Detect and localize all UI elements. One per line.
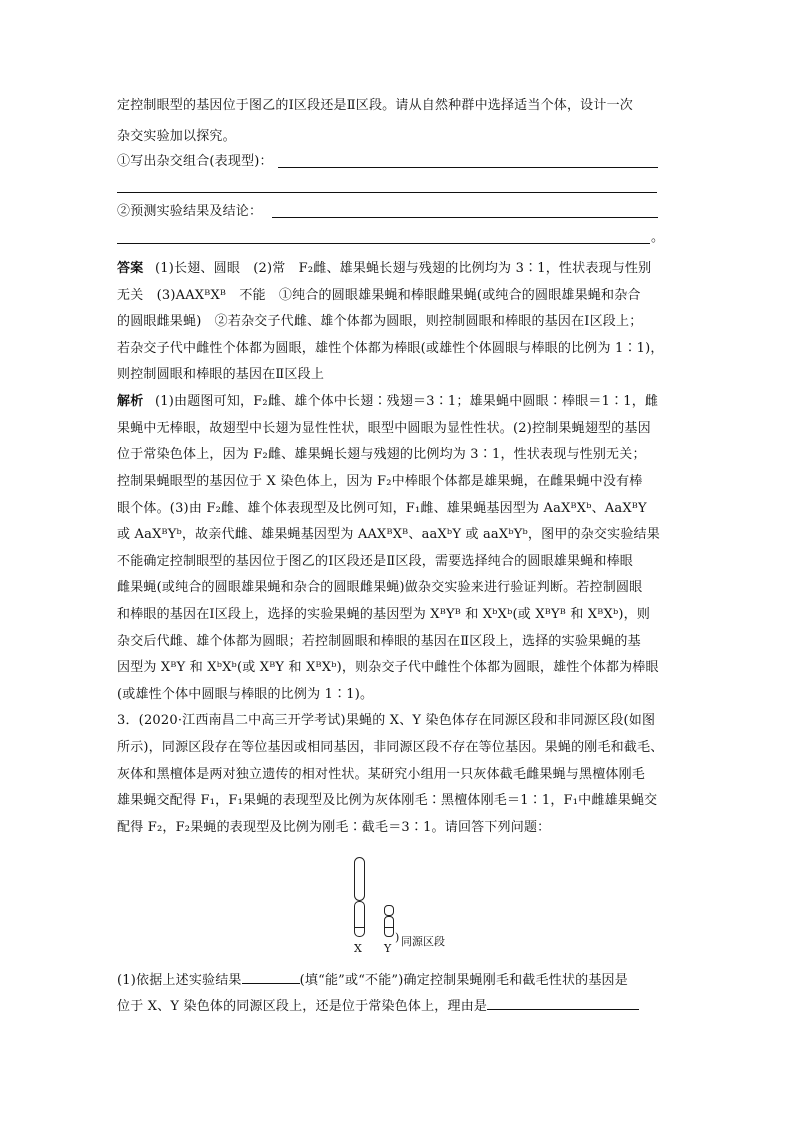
question-text: 配得 F₂，F₂果蝇的表现型及比例为刚毛∶截毛＝3∶1。请回答下列问题： — [117, 820, 551, 835]
x-homologous-region — [355, 927, 364, 936]
text-line: 杂交实验加以探究。 — [117, 129, 236, 144]
chromosome-diagram — [340, 855, 480, 955]
question-text: 雄果蝇交配得 F₁，F₁果蝇的表现型及比例为灰体刚毛∶黑檀体刚毛＝1∶1，F₁中雌雄果蝇交 — [117, 793, 658, 808]
question-text: 灰体和黑檀体是两对独立遗传的相对性状。某研究小组用一只灰体截毛雌果蝇与黑檀体刚毛 — [117, 767, 646, 782]
answer-text: 无关 (3)AAXᴮXᴮ 不能 ①纯合的圆眼雄果蝇和棒眼雌果蝇(或纯合的圆眼雄果蝇和杂合 — [117, 288, 641, 303]
question-text: 3．(2020·江西南昌二中高三开学考试)果蝇的 X、Y 染色体存在同源区段和非同源区段(如图 — [117, 713, 656, 728]
question-text: 所示)，同源区段存在等位基因或相同基因，非同源区段不存在等位基因。果蝇的刚毛和截毛、 — [117, 740, 664, 755]
analysis-text: 果蝇中无棒眼，故翅型中长翅为显性性状，眼型中圆眼为显性性状。(2)控制果蝇翅型的基因 — [117, 421, 651, 436]
subquestion-part-a: (1)依据上述实验结果 — [117, 973, 242, 988]
answer-blank-line — [278, 167, 658, 168]
analysis-text: 控制果蝇眼型的基因位于 X 染色体上，因为 F₂中棒眼个体都是雄果蝇，在雌果蝇中没有棒 — [117, 474, 643, 489]
analysis-text: (1)由题图可知，F₂雌、雄个体中长翅∶残翅＝3∶1；雄果蝇中圆眼∶棒眼＝1∶1，雌 — [155, 394, 659, 409]
bracket-mark: ) — [395, 931, 400, 944]
analysis-text: 雌果蝇(或纯合的圆眼雄果蝇和杂合的圆眼雌果蝇)做杂交实验来进行验证判断。若控制圆眼 — [117, 580, 643, 595]
answer-text: 若杂交子代中雌性个体都为圆眼，雄性个体都为棒眼(或雄性个体圆眼与棒眼的比例为 1∶1)， — [117, 341, 664, 356]
x-label: X — [354, 942, 362, 955]
y-chromosome-upper-arm — [384, 905, 394, 916]
fill-in-blank — [242, 970, 300, 984]
answer-text: 的圆眼雌果蝇) ②若杂交子代雌、雄个体都为圆眼，则控制圆眼和棒眼的基因在Ⅰ区段上； — [117, 314, 643, 329]
analysis-text: 不能确定控制眼型的基因位于图乙的Ⅰ区段还是Ⅱ区段，需要选择纯合的圆眼雄果蝇和棒眼 — [117, 554, 633, 569]
y-homologous-region — [385, 927, 393, 936]
answer-text: (1)长翅、圆眼 (2)常 F₂雌、雄果蝇长翅与残翅的比例均为 3∶1，性状表现与性别 — [155, 261, 652, 276]
analysis-text: 眼个体。(3)由 F₂雌、雄个体表现型及比例可知，F₁雌、雄果蝇基因型为 AaXᴮXᵇ、AaXᴮY — [117, 501, 647, 516]
answer-blank-line — [117, 192, 657, 193]
analysis-text: 杂交后代雌、雄个体都为圆眼；若控制圆眼和棒眼的基因在Ⅱ区段上，选择的实验果蝇的基 — [117, 634, 641, 649]
analysis-text: 和棒眼的基因在Ⅰ区段上，选择的实验果蝇的基因型为 XᴮYᴮ 和 XᵇXᵇ(或 XᴮYᴮ 和 XᴮXᵇ)，则 — [117, 607, 651, 622]
subquestion-part-b: (填“能”或“不能”)确定控制果蝇刚毛和截毛性状的基因是 — [299, 973, 628, 988]
period-mark: 。 — [651, 230, 665, 245]
answer-text: 则控制圆眼和棒眼的基因在Ⅱ区段上 — [117, 367, 325, 382]
prompt-predict-results: ②预测实验结果及结论： — [117, 204, 263, 219]
homologous-region-label: 同源区段 — [401, 935, 445, 948]
analysis-text: 位于常染色体上，因为 F₂雌、雄果蝇长翅与残翅的比例均为 3∶1，性状表现与性别无关； — [117, 447, 646, 462]
subquestion-text — [117, 970, 628, 990]
analysis-text: (或雄性个体中圆眼与棒眼的比例为 1∶1)。 — [117, 687, 374, 702]
x-chromosome-upper-arm — [354, 857, 365, 901]
answer-label: 答案 — [117, 261, 144, 276]
answer-blank-line — [272, 217, 658, 218]
subquestion-reason: 位于 X、Y 染色体的同源区段上，还是位于常染色体上，理由是 — [117, 999, 488, 1014]
analysis-text: 因型为 XᴮY 和 XᵇXᵇ(或 XᴮY 和 XᴮXᵇ)，则杂交子代中雌性个体都为圆眼，雄性个体都为棒眼 — [117, 660, 659, 675]
prompt-cross-combination: ①写出杂交组合(表现型)： — [117, 154, 273, 169]
analysis-label: 解析 — [117, 394, 144, 409]
analysis-text: 或 AaXᴮYᵇ，故亲代雌、雄果蝇基因型为 AAXᴮXᴮ、aaXᵇY 或 aaXᵇYᵇ，图甲的杂交实验结果 — [117, 527, 660, 542]
subquestion-text — [117, 996, 639, 1016]
y-label: Y — [384, 942, 392, 955]
answer-blank-line — [117, 243, 650, 244]
text-line: 定控制眼型的基因位于图乙的Ⅰ区段还是Ⅱ区段。请从自然种群中选择适当个体，设计一次 — [117, 98, 633, 113]
fill-in-blank — [487, 996, 639, 1010]
